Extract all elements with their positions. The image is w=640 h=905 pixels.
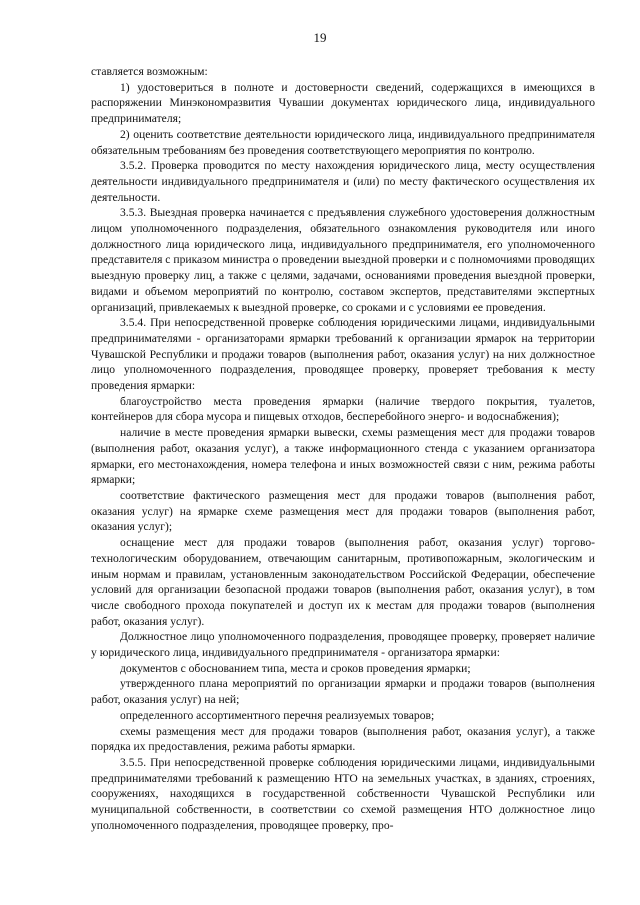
paragraph: 1) удостовериться в полноте и достоверности сведений, содержащихся в имеющихся в распоряжении Минэкономразвития Чувашии документах юридического лица, индивидуального предпринимателя; bbox=[91, 80, 595, 126]
paragraph: соответствие фактического размещения мест для продажи товаров (выполнения работ, оказания услуг) на ярмарке схеме размещения мест для продажи товаров (выполнения работ, оказания услуг); bbox=[91, 488, 595, 534]
paragraph: утвержденного плана мероприятий по организации ярмарки и продажи товаров (выполнения работ, оказания услуг) на ней; bbox=[91, 677, 595, 707]
paragraph: наличие в месте проведения ярмарки вывески, схемы размещения мест для продажи товаров (выполнения работ, оказания услуг), а также информационного стенда с указанием организатора ярмарки, его местонахождения, номера телефона и иных возможностей связи с ним, режима работы ярмарки; bbox=[91, 426, 595, 487]
paragraph: 3.5.5. При непосредственной проверке соблюдения юридическими лицами, индивидуальными предпринимателями требований к размещению НТО на земельных участках, в зданиях, строениях, сооружениях, находящихся в государственной собственности Чувашской Республики или муниципальной собственности, в соответствии со схемой размещения НТО должностное лицо уполномоченного подразделения, проводящее проверку, про- bbox=[91, 755, 595, 832]
paragraph: 3.5.3. Выездная проверка начинается с предъявления служебного удостоверения должностным лицом уполномоченного подразделения, обязательного ознакомления руководителя или иного должностного лица юридического лица, индивидуального предпринимателя, его уполномоченного представителя с приказом министра о проведении выездной проверки и с полномочиями проводящих выездную проверку лиц, а также с целями, задачами, основаниями проведения выездной проверки, видами и объемом мероприятий по контролю, составом экспертов, представителями экспертных организаций, привлекаемых к выездной проверке, со сроками и с условиями ее проведения. bbox=[91, 206, 595, 314]
paragraph: определенного ассортиментного перечня реализуемых товаров; bbox=[120, 708, 435, 722]
page-number: 19 bbox=[313, 30, 327, 45]
paragraph: 2) оценить соответствие деятельности юридического лица, индивидуального предпринимателя обязательным требованиям без проведения соответствующего мероприятия по контролю. bbox=[91, 127, 595, 157]
paragraph: ставляется возможным: bbox=[91, 65, 208, 78]
paragraph: оснащение мест для продажи товаров (выполнения работ, оказания услуг) торгово-технологическим оборудованием, отвечающим санитарным, противопожарным, экологическим и иным нормам и правилам, установленным законодательством Российской Федерации, обеспечение условий для организации безопасной продажи товаров (выполнения работ, оказания услуг), в том числе свободного прохода покупателей и доступ их к местам для продажи товаров (выполнения работ, оказания услуг). bbox=[91, 536, 595, 628]
paragraph: Должностное лицо уполномоченного подразделения, проводящее проверку, проверяет наличие у юридического лица, индивидуального предпринимателя - организатора ярмарки: bbox=[91, 630, 595, 660]
paragraph: благоустройство места проведения ярмарки (наличие твердого покрытия, туалетов, контейнеров для сбора мусора и пищевых отходов, бесперебойного энерго- и водоснабжения); bbox=[91, 394, 595, 424]
paragraph: схемы размещения мест для продажи товаров (выполнения работ, оказания услуг), а также порядка их предоставления, режима работы ярмарки. bbox=[91, 724, 595, 754]
paragraph: документов с обоснованием типа, места и сроков проведения ярмарки; bbox=[120, 661, 471, 675]
paragraph: 3.5.4. При непосредственной проверке соблюдения юридическими лицами, индивидуальными предпринимателями - организаторами ярмарки требований к организации ярмарок на территории Чувашской Республики и продажи товаров (выполнения работ, оказания услуг) на них должностное лицо уполномоченного подразделения, проводящее проверку, проверяет требования к месту проведения ярмарки: bbox=[91, 316, 595, 393]
paragraph: 3.5.2. Проверка проводится по месту нахождения юридического лица, месту осуществления деятельности индивидуального предпринимателя и (или) по месту фактического осуществления их деятельности. bbox=[91, 159, 595, 204]
body-text bbox=[91, 64, 595, 833]
